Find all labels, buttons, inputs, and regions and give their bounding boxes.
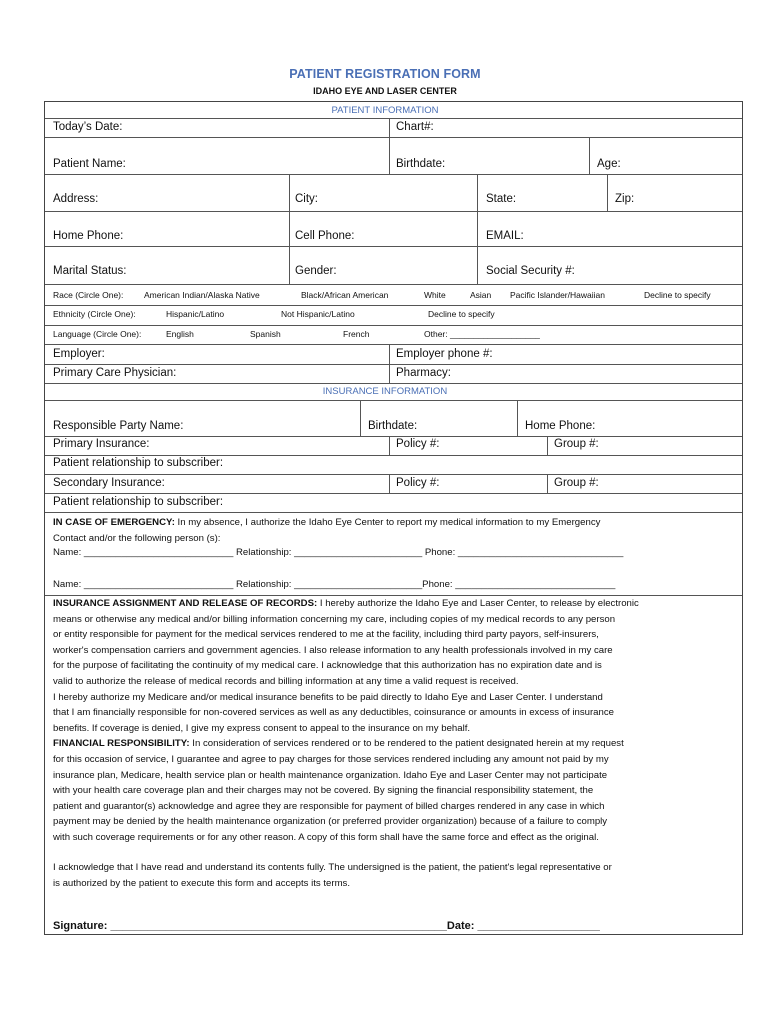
rule xyxy=(45,118,742,119)
rule xyxy=(45,305,742,306)
state-field[interactable]: State: xyxy=(486,193,517,205)
signature-date-line[interactable]: Signature: _______________________________________________________Date: ____________________ xyxy=(53,920,600,932)
financial-heading: FINANCIAL RESPONSIBILITY: xyxy=(53,738,190,750)
age-field[interactable]: Age: xyxy=(597,158,621,170)
language-option[interactable]: Other: ___________________ xyxy=(424,329,540,339)
employer-field[interactable]: Employer: xyxy=(53,348,105,360)
col-divider xyxy=(360,400,361,436)
rule xyxy=(45,400,742,401)
rule xyxy=(45,246,742,247)
email-field[interactable]: EMAIL: xyxy=(486,230,524,242)
primary-relationship-field[interactable]: Patient relationship to subscriber: xyxy=(53,457,224,469)
financial-line: with your health care coverage plan and their charges may not be covered. By signing the financial responsibility statement, the xyxy=(53,785,594,797)
col-divider xyxy=(547,474,548,493)
col-divider xyxy=(589,137,590,174)
home-phone-field[interactable]: Home Phone: xyxy=(53,230,124,242)
emergency-contact-line[interactable]: Name: ____________________________ Relationship: ________________________Phone: ______________________________ xyxy=(53,579,616,590)
financial-line: with such coverage requirements or for any other reason. A copy of this form shall have the same force and effect as the original. xyxy=(53,831,599,843)
ethnicity-label: Ethnicity (Circle One): xyxy=(53,309,136,319)
release-line: or entity responsible for payment for the medical services rendered to me at the facility, including third party payors, self-insurers, xyxy=(53,629,599,641)
race-option[interactable]: American Indian/Alaska Native xyxy=(144,290,260,300)
patient-info-header: PATIENT INFORMATION xyxy=(331,105,439,116)
release-line: I hereby authorize the Idaho Eye and Laser Center, to release by electronic xyxy=(317,598,639,609)
patient-name-field[interactable]: Patient Name: xyxy=(53,158,126,170)
secondary-relationship-field[interactable]: Patient relationship to subscriber: xyxy=(53,496,224,508)
gender-field[interactable]: Gender: xyxy=(295,265,337,277)
emergency-contact-line[interactable]: Name: ____________________________ Relationship: ________________________ Phone: _______________________________ xyxy=(53,547,624,558)
emergency-line: In my absence, I authorize the Idaho Eye Center to report my medical information to my Emergency xyxy=(174,517,601,528)
race-option[interactable]: Asian xyxy=(470,290,492,300)
race-option[interactable]: White xyxy=(424,290,446,300)
release-heading: INSURANCE ASSIGNMENT AND RELEASE OF RECORDS: xyxy=(53,598,318,609)
financial-line: insurance plan, Medicare, health service plan or health maintenance organization. Idaho Eye and Laser Center may not participate xyxy=(53,769,608,781)
col-divider xyxy=(547,436,548,455)
col-divider xyxy=(289,174,290,284)
col-divider xyxy=(477,174,478,284)
ethnicity-option[interactable]: Decline to specify xyxy=(428,309,495,319)
ethnicity-option[interactable]: Hispanic/Latino xyxy=(166,309,225,319)
city-field[interactable]: City: xyxy=(295,193,318,205)
responsible-home-phone-field[interactable]: Home Phone: xyxy=(525,420,596,432)
race-option[interactable]: Black/African American xyxy=(301,290,389,300)
responsible-birthdate-field[interactable]: Birthdate: xyxy=(368,420,418,432)
release-line: I hereby authorize my Medicare and/or medical insurance benefits to be paid directly to Idaho Eye and Laser Center. I understand xyxy=(53,691,603,703)
language-option[interactable]: French xyxy=(343,329,370,339)
release-line: valid to authorize the release of medical records and billing information at any time a valid request is received. xyxy=(53,675,519,687)
rule xyxy=(45,383,742,384)
emergency-section xyxy=(53,515,738,546)
race-label: Race (Circle One): xyxy=(53,290,124,300)
rule xyxy=(45,512,742,513)
rule xyxy=(45,174,742,175)
primary-policy-field[interactable]: Policy #: xyxy=(396,438,440,450)
financial-line: payment may be denied by the health maintenance organization (or preferred provider organization) because of a failure to comply xyxy=(53,816,608,828)
release-line: that I am financially responsible for non-covered services as well as any deductibles, coinsurance or amounts in excess of insurance xyxy=(53,707,614,719)
col-divider xyxy=(389,474,390,493)
financial-line: for this occasion of service, I guarantee and agree to pay charges for those services rendered including any amount not paid by my xyxy=(53,753,609,765)
race-option[interactable]: Decline to specify xyxy=(644,290,711,300)
address-field[interactable]: Address: xyxy=(53,193,99,205)
form-subtitle: IDAHO EYE AND LASER CENTER xyxy=(313,86,457,96)
col-divider xyxy=(517,400,518,436)
race-option[interactable]: Pacific Islander/Hawaiian xyxy=(510,290,605,300)
release-line: for the purpose of facilitating the continuity of my medical care. I acknowledge that this authorization has no expiration date and is xyxy=(53,660,602,672)
rule xyxy=(45,284,742,285)
chart-number-field[interactable]: Chart#: xyxy=(396,121,434,133)
zip-field[interactable]: Zip: xyxy=(615,193,635,205)
secondary-group-field[interactable]: Group #: xyxy=(554,477,599,489)
birthdate-field[interactable]: Birthdate: xyxy=(396,158,446,170)
col-divider xyxy=(389,118,390,174)
release-line: worker's compensation carriers and government agencies. I also release information to any health professionals involved in my care xyxy=(53,644,613,656)
secondary-policy-field[interactable]: Policy #: xyxy=(396,477,440,489)
marital-status-field[interactable]: Marital Status: xyxy=(53,265,127,277)
financial-line: In consideration of services rendered or to be rendered to the patient designated herein at my request xyxy=(189,738,624,750)
emergency-text xyxy=(53,515,738,531)
ethnicity-option[interactable]: Not Hispanic/Latino xyxy=(281,309,355,319)
rule xyxy=(45,137,742,138)
col-divider xyxy=(607,174,608,211)
rule xyxy=(45,325,742,326)
col-divider xyxy=(389,436,390,455)
col-divider xyxy=(389,344,390,383)
secondary-insurance-field[interactable]: Secondary Insurance: xyxy=(53,477,165,489)
ssn-field[interactable]: Social Security #: xyxy=(486,265,575,277)
rule xyxy=(45,493,742,494)
consent-section xyxy=(53,596,738,846)
rule xyxy=(45,344,742,345)
language-option[interactable]: English xyxy=(166,329,194,339)
acknowledgement-section xyxy=(53,860,738,891)
release-paragraph xyxy=(53,596,738,612)
responsible-party-field[interactable]: Responsible Party Name: xyxy=(53,420,184,432)
rule xyxy=(45,436,742,437)
employer-phone-field[interactable]: Employer phone #: xyxy=(396,348,493,360)
release-line: means or otherwise any medical and/or billing information concerning my care, including copies of my medical records to any person xyxy=(53,613,616,625)
cell-phone-field[interactable]: Cell Phone: xyxy=(295,230,355,242)
acknowledgement-line: is authorized by the patient to execute this form and accepts its terms. xyxy=(53,877,351,889)
pcp-field[interactable]: Primary Care Physician: xyxy=(53,367,177,379)
rule xyxy=(45,211,742,212)
todays-date-field[interactable]: Today’s Date: xyxy=(53,121,123,133)
language-label: Language (Circle One): xyxy=(53,329,142,339)
primary-group-field[interactable]: Group #: xyxy=(554,438,599,450)
financial-line: patient and guarantor(s) acknowledge and agree they are responsible for payment of billed charges rendered in any case in which xyxy=(53,800,605,812)
insurance-info-header: INSURANCE INFORMATION xyxy=(322,386,448,397)
rule xyxy=(45,364,742,365)
financial-paragraph xyxy=(53,736,738,752)
acknowledgement-line: I acknowledge that I have read and understand its contents fully. The undersigned is the patient, the patient's legal representative or xyxy=(53,862,612,873)
primary-insurance-field[interactable]: Primary Insurance: xyxy=(53,438,150,450)
form-title: PATIENT REGISTRATION FORM xyxy=(289,67,481,81)
rule xyxy=(45,474,742,475)
emergency-line: Contact and/or the following person (s): xyxy=(53,532,221,544)
release-line: benefits. If coverage is denied, I give my express consent to appeal to the insurance on my behalf. xyxy=(53,722,471,734)
pharmacy-field[interactable]: Pharmacy: xyxy=(396,367,451,379)
language-option[interactable]: Spanish xyxy=(250,329,281,339)
rule xyxy=(45,455,742,456)
emergency-heading: IN CASE OF EMERGENCY: xyxy=(53,517,175,528)
